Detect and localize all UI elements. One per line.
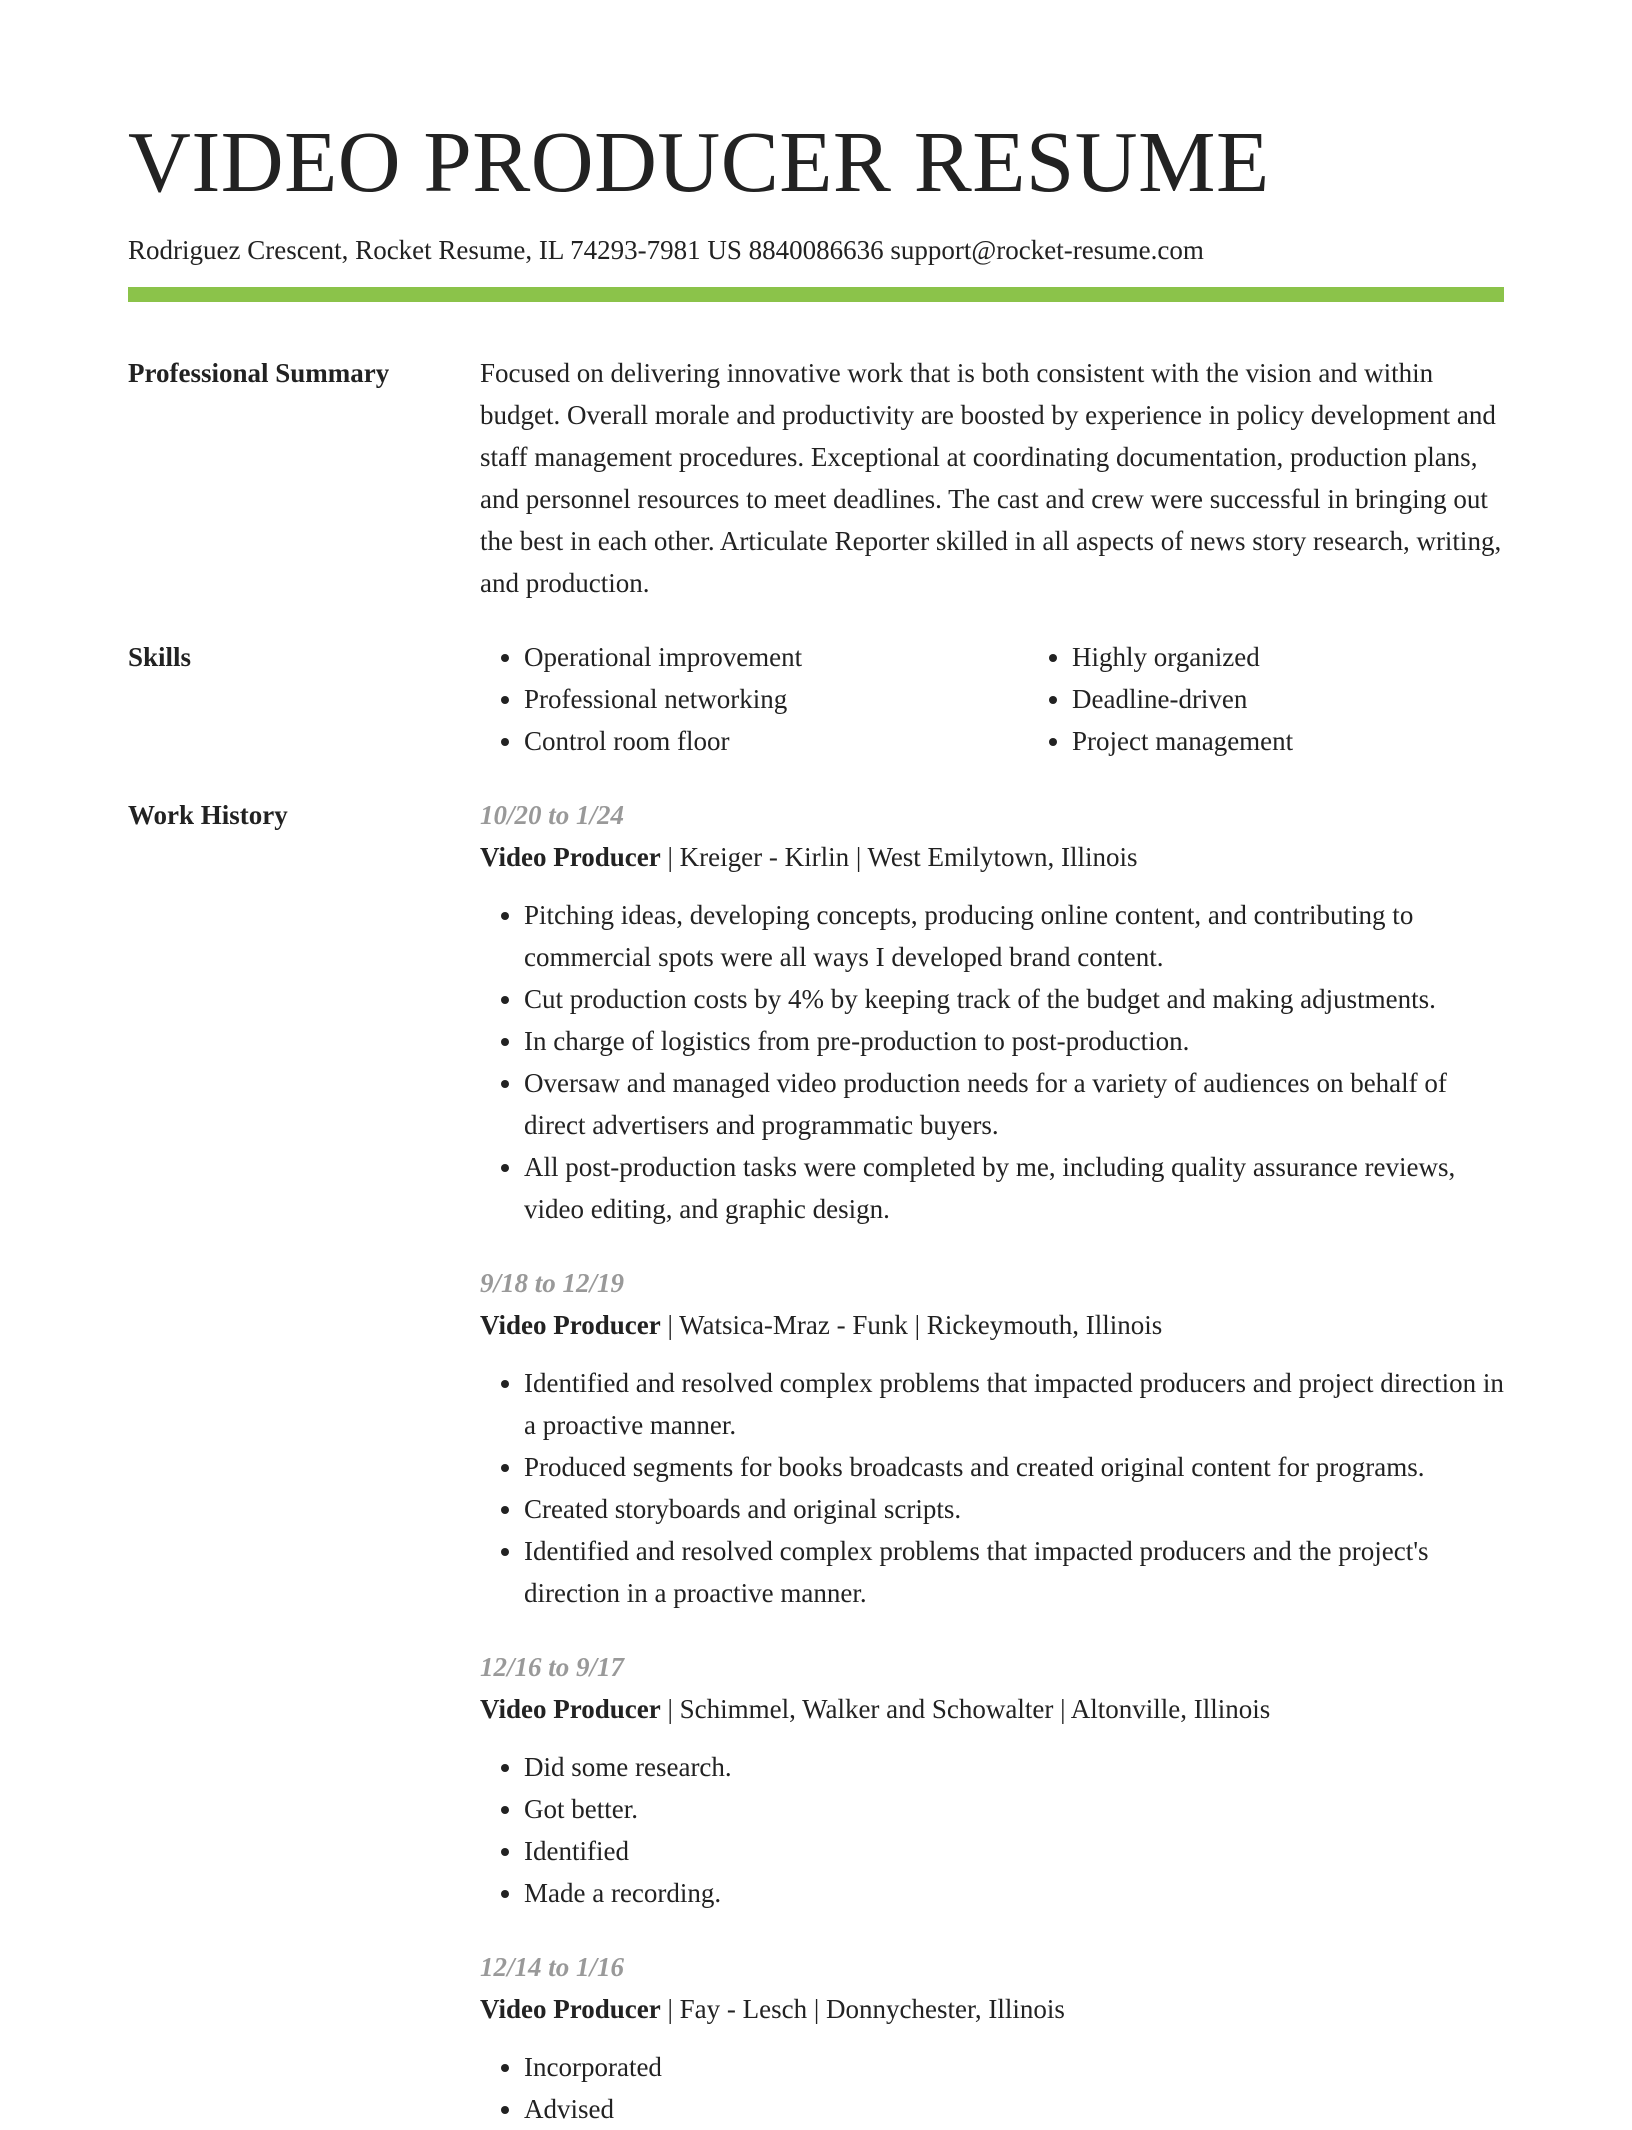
skill-item: • Deadline-driven	[1072, 678, 1576, 720]
work-history-section	[128, 794, 1504, 2130]
job-bullet: • Cut production costs by 4% by keeping track of the budget and making adjustments.	[524, 978, 1504, 1020]
resume-page	[128, 113, 1504, 2130]
job-heading	[480, 1304, 1504, 1346]
job-details: | Schimmel, Walker and Schowalter | Altonville, Illinois	[660, 1694, 1271, 1724]
job-dates: 10/20 to 1/24	[480, 800, 625, 830]
job-dates: 12/16 to 9/17	[480, 1652, 625, 1682]
job-heading	[480, 1988, 1504, 2030]
skill-item: • Professional networking	[524, 678, 1028, 720]
job-bullet: • Made a recording.	[524, 1872, 1504, 1914]
job-bullet: • Produced segments for books broadcasts and created original content for programs.	[524, 1446, 1504, 1488]
job-dates: 12/14 to 1/16	[480, 1952, 625, 1982]
job-heading	[480, 1688, 1504, 1730]
job-entry	[480, 1262, 1504, 1614]
job-title: Video Producer	[480, 1694, 661, 1724]
header-divider	[128, 287, 1504, 302]
skills-column-right	[1028, 636, 1576, 762]
job-title: Video Producer	[480, 842, 661, 872]
job-bullets	[480, 1362, 1504, 1614]
section-body	[480, 352, 1504, 604]
job-title: Video Producer	[480, 1994, 661, 2024]
contact-line: Rodriguez Crescent, Rocket Resume, IL 74293-7981 US 8840086636 support@rocket-resume.com	[128, 235, 1204, 265]
section-label: Work History	[128, 800, 288, 830]
skills-section	[128, 636, 1504, 762]
section-label: Professional Summary	[128, 358, 390, 388]
work-history-list	[480, 794, 1504, 2130]
skills-list	[480, 636, 1576, 762]
job-bullet: • Identified	[524, 1830, 1504, 1872]
skill-item: • Control room floor	[524, 720, 1028, 762]
job-bullet: • Advised	[524, 2088, 1504, 2130]
job-title: Video Producer	[480, 1310, 661, 1340]
job-bullet: • Oversaw and managed video production needs for a variety of audiences on behalf of direct advertisers and programmatic buyers.	[524, 1062, 1504, 1146]
summary-text: Focused on delivering innovative work that is both consistent with the vision and within budget. Overall morale and productivity are boosted by experience in policy development and staff management procedures. Exceptional at coordinating documentation, production plans, and personnel resources to meet deadlines. The cast and crew were successful in bringing out the best in each other. Articulate Reporter skilled in all aspects of news story research, writing, and production.	[480, 358, 1502, 598]
skill-item: • Highly organized	[1072, 636, 1576, 678]
job-entry	[480, 1646, 1504, 1914]
job-bullet: • Identified and resolved complex problems that impacted producers and the project's direction in a proactive manner.	[524, 1530, 1504, 1614]
job-bullet: • Created storyboards and original scripts.	[524, 1488, 1504, 1530]
skill-item: • Project management	[1072, 720, 1576, 762]
job-bullet: • In charge of logistics from pre-production to post-production.	[524, 1020, 1504, 1062]
job-bullet: • Pitching ideas, developing concepts, producing online content, and contributing to commercial spots were all ways I developed brand content.	[524, 894, 1504, 978]
job-entry	[480, 794, 1504, 1230]
job-bullet: • All post-production tasks were completed by me, including quality assurance reviews, video editing, and graphic design.	[524, 1146, 1504, 1230]
job-bullets	[480, 2046, 1504, 2130]
job-bullet: • Incorporated	[524, 2046, 1504, 2088]
job-dates: 9/18 to 12/19	[480, 1268, 625, 1298]
job-bullet: • Did some research.	[524, 1746, 1504, 1788]
job-details: | Watsica-Mraz - Funk | Rickeymouth, Illinois	[660, 1310, 1163, 1340]
job-bullets	[480, 894, 1504, 1230]
job-entry	[480, 1946, 1504, 2130]
job-bullet: • Got better.	[524, 1788, 1504, 1830]
professional-summary-section	[128, 352, 1504, 604]
job-bullets	[480, 1746, 1504, 1914]
job-details: | Kreiger - Kirlin | West Emilytown, Illinois	[660, 842, 1138, 872]
skill-item: • Operational improvement	[524, 636, 1028, 678]
section-label: Skills	[128, 642, 192, 672]
job-details: | Fay - Lesch | Donnychester, Illinois	[660, 1994, 1065, 2024]
job-bullet: • Identified and resolved complex problems that impacted producers and project direction in a proactive manner.	[524, 1362, 1504, 1446]
job-heading	[480, 836, 1504, 878]
resume-title: VIDEO PRODUCER RESUME	[128, 113, 1270, 210]
skills-column-left	[480, 636, 1028, 762]
